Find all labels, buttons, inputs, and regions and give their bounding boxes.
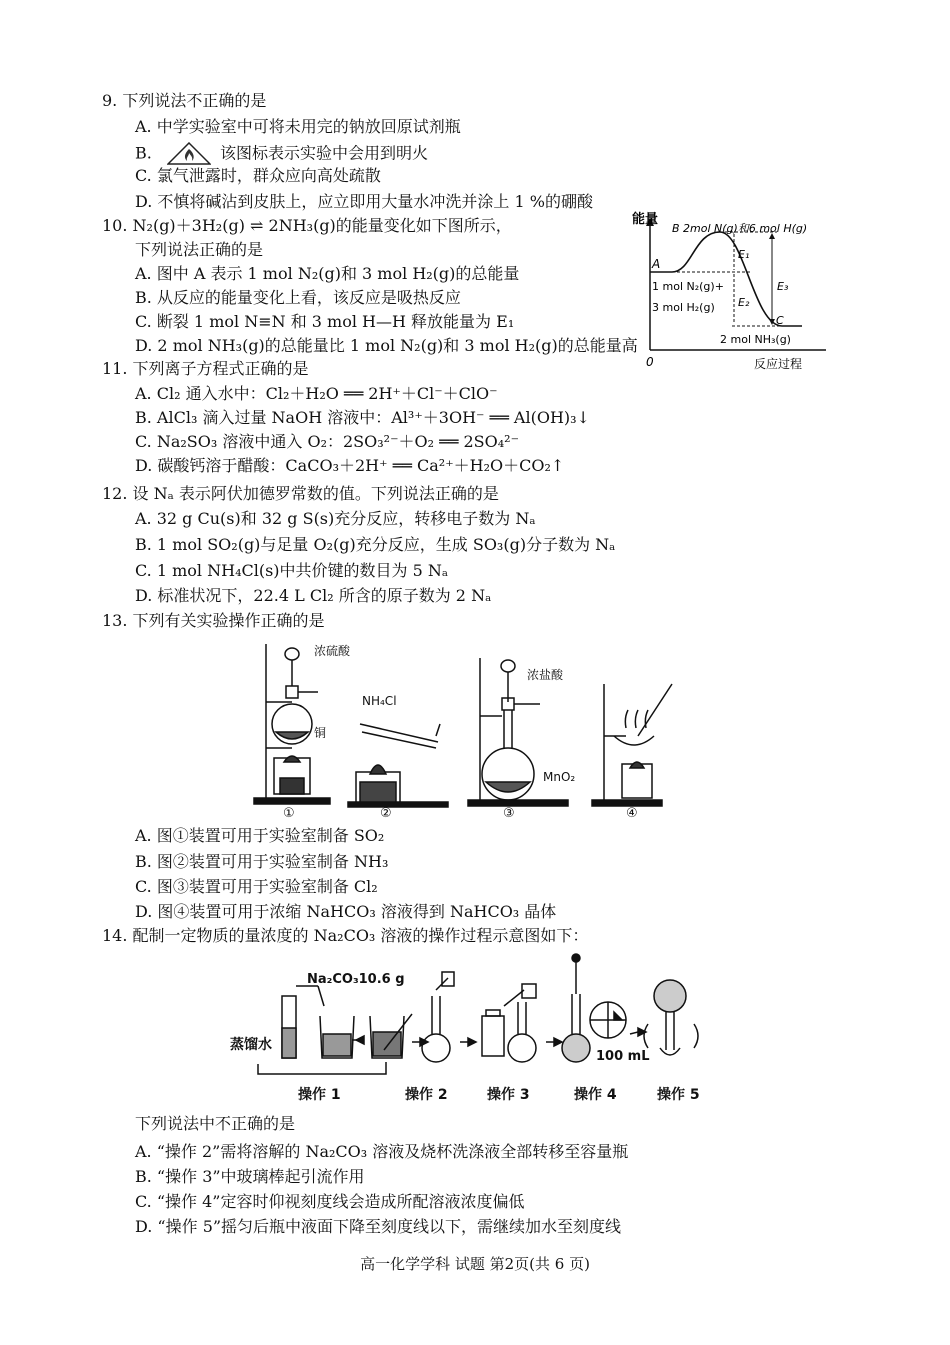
figure-number-2: ② [380, 806, 392, 821]
energy-c-label: C [776, 314, 784, 327]
q14-option-d: D. “操作 5”摇匀后瓶中液面下降至刻度线以下，需继续加水至刻度线 [135, 1217, 622, 1236]
q11-stem: 11. 下列离子方程式正确的是 [102, 359, 309, 378]
q13-option-d: D. 图④装置可用于浓缩 NaHCO₃ 溶液得到 NaHCO₃ 晶体 [135, 902, 557, 921]
q12-option-a: A. 32 g Cu(s)和 32 g S(s)充分反应，转移电子数为 Nₐ [135, 509, 536, 528]
volumetric-flask-op5 [654, 980, 686, 1012]
q13-option-a: A. 图①装置可用于实验室制备 SO₂ [135, 826, 385, 845]
energy-reactant-1: 1 mol N₂(g)+ [652, 280, 724, 293]
q10-stem: 10. N₂(g)＋3H₂(g) ⇌ 2NH₃(g)的能量变化如下图所示， [102, 216, 512, 235]
label-conc-sulfuric-acid: 浓硫酸 [314, 644, 351, 658]
q14-option-a: A. “操作 2”需将溶解的 Na₂CO₃ 溶液及烧杯洗涤液全部转移至容量瓶 [135, 1142, 629, 1161]
energy-e3-label: E₃ [777, 280, 789, 293]
energy-a-label: A [652, 257, 661, 271]
figure-number-4: ④ [626, 806, 638, 821]
label-na2co3-mass: Na₂CO₃10.6 g [307, 972, 405, 987]
q14-option-c: C. “操作 4”定容时仰视刻度线会造成所配溶液浓度偏低 [135, 1192, 525, 1211]
q14-stem: 14. 配制一定物质的量浓度的 Na₂CO₃ 溶液的操作过程示意图如下： [102, 926, 589, 945]
q13-option-c: C. 图③装置可用于实验室制备 Cl₂ [135, 877, 378, 896]
q9-option-c: C. 氯气泄露时，群众应向高处疏散 [135, 166, 381, 185]
q9-option-b-text: 该图标表示实验中会用到明火 [220, 143, 429, 163]
q9-stem: 9. 下列说法不正确的是 [102, 91, 267, 110]
label-distilled-water: 蒸馏水 [230, 1037, 272, 1053]
apparatus-2 [348, 724, 448, 807]
energy-reactant-2: 3 mol H₂(g) [652, 301, 715, 314]
label-conc-hydrochloric-acid: 浓盐酸 [527, 668, 564, 682]
q11-option-b: B. AlCl₃ 滴入过量 NaOH 溶液中：Al³⁺＋3OH⁻ ══ Al(OH)₃↓ [135, 408, 590, 427]
energy-top-label: B 2mol N(g)和6 mol H(g) [672, 222, 808, 235]
label-operation-1: 操作 1 [298, 1087, 341, 1103]
q9-option-d: D. 不慎将碱沾到皮肤上，应立即用大量水冲洗并涂上 1 %的硼酸 [135, 192, 593, 211]
energy-x-label: 反应过程 [754, 357, 803, 371]
q13-stem: 13. 下列有关实验操作正确的是 [102, 611, 325, 630]
figure-number-1: ① [283, 806, 295, 821]
q12-stem: 12. 设 Nₐ 表示阿伏加德罗常数的值。下列说法正确的是 [102, 484, 499, 503]
label-nh4cl: NH₄Cl [362, 694, 397, 708]
energy-e2-label: E₂ [738, 296, 750, 309]
volumetric-flask-op4 [562, 1034, 590, 1062]
q11-option-a: A. Cl₂ 通入水中：Cl₂＋H₂O ══ 2H⁺＋Cl⁻＋ClO⁻ [135, 384, 498, 403]
energy-e1-label: E₁ [738, 248, 750, 261]
q12-option-c: C. 1 mol NH₄Cl(s)中共价键的数目为 5 Nₐ [135, 561, 449, 580]
apparatus-4 [592, 684, 672, 806]
volumetric-flask-op3 [508, 1034, 536, 1062]
q11-option-c: C. Na₂SO₃ 溶液中通入 O₂：2SO₃²⁻＋O₂ ══ 2SO₄²⁻ [135, 432, 520, 451]
q12-option-d: D. 标准状况下，22.4 L Cl₂ 所含的原子数为 2 Nₐ [135, 586, 492, 605]
reagent-bottle [482, 1016, 504, 1056]
q11-option-d: D. 碳酸钙溶于醋酸：CaCO₃＋2H⁺ ══ Ca²⁺＋H₂O＋CO₂↑ [135, 456, 565, 475]
label-copper: 铜 [314, 726, 327, 740]
q12-option-b: B. 1 mol SO₂(g)与足量 O₂(g)充分反应，生成 SO₃(g)分子数为 Nₐ [135, 535, 616, 554]
label-operation-4: 操作 4 [574, 1087, 617, 1103]
q9-option-b [135, 142, 428, 166]
q10-option-c: C. 断裂 1 mol N≡N 和 3 mol H—H 释放能量为 E₁ [135, 312, 515, 331]
open-flame-hazard-icon [167, 142, 211, 166]
label-100ml: 100 mL [596, 1049, 650, 1064]
q9-option-a: A. 中学实验室中可将未用完的钠放回原试剂瓶 [135, 117, 461, 136]
label-operation-2: 操作 2 [405, 1087, 448, 1103]
q10-stem-2: 下列说法正确的是 [135, 240, 264, 259]
q10-option-b: B. 从反应的能量变化上看，该反应是吸热反应 [135, 288, 461, 307]
page-footer: 高一化学学科 试题 第2页(共 6 页) [360, 1255, 590, 1273]
q9-option-b-prefix: B. [135, 143, 152, 163]
energy-y-label: 能量 [632, 212, 659, 227]
q14-option-b: B. “操作 3”中玻璃棒起引流作用 [135, 1167, 365, 1186]
energy-product-label: 2 mol NH₃(g) [720, 333, 791, 346]
figure-number-3: ③ [503, 806, 515, 821]
q10-option-d: D. 2 mol NH₃(g)的总能量比 1 mol N₂(g)和 3 mol H₂(g)的总能量高 [135, 336, 638, 355]
q10-option-a: A. 图中 A 表示 1 mol N₂(g)和 3 mol H₂(g)的总能量 [135, 264, 520, 283]
q14-stem-2: 下列说法中不正确的是 [135, 1114, 296, 1133]
q13-option-b: B. 图②装置可用于实验室制备 NH₃ [135, 852, 389, 871]
label-operation-5: 操作 5 [657, 1087, 700, 1103]
energy-origin-label: 0 [646, 355, 654, 369]
label-mno2: MnO₂ [543, 770, 576, 784]
q13-apparatus-figure [240, 632, 680, 824]
volumetric-flask-op2 [422, 1034, 450, 1062]
energy-diagram [632, 208, 832, 374]
label-operation-3: 操作 3 [487, 1087, 530, 1103]
